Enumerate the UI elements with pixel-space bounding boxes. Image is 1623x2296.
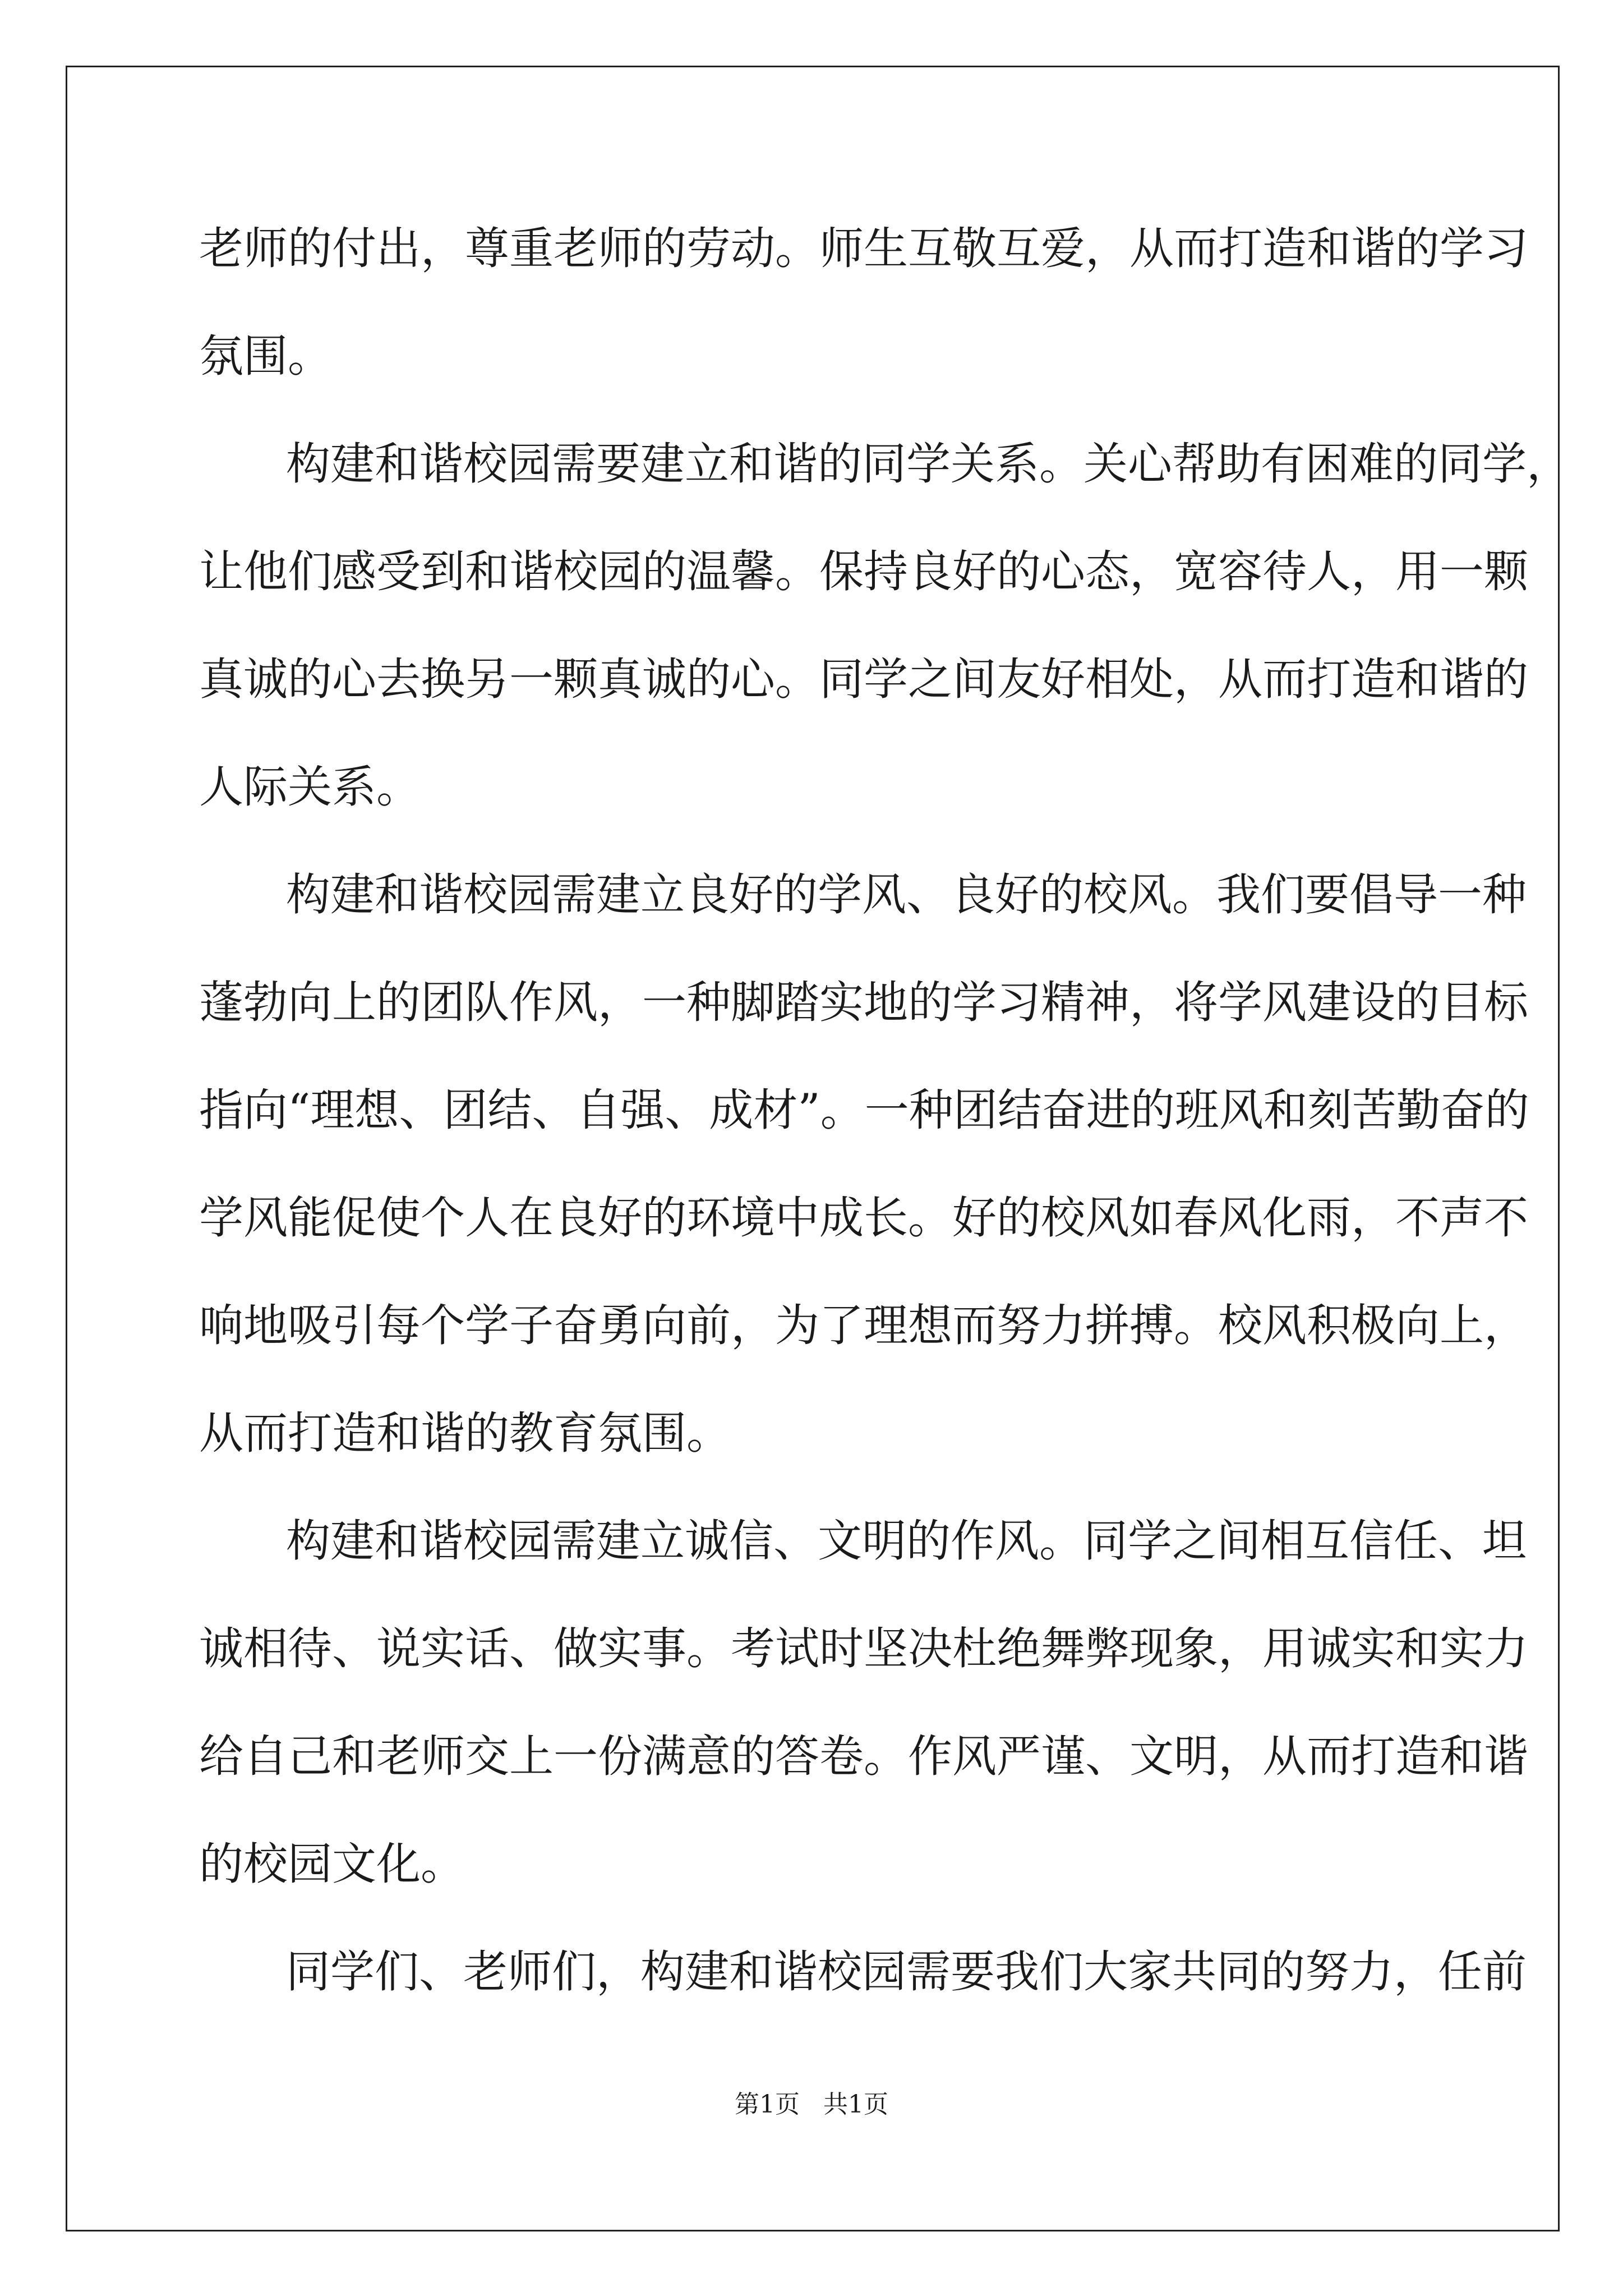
text-line: 的校园文化。 <box>199 1838 465 1890</box>
text-line: 构建和谐校园需建立良好的学风、良好的校风。我们要倡导一种 <box>286 869 1527 921</box>
page-footer: 第1页 共1页 <box>735 2090 888 2119</box>
text-line: 给自己和老师交上一份满意的答卷。作风严谨、文明，从而打造和谐 <box>199 1731 1528 1782</box>
text-line: 让他们感受到和谐校园的温馨。保持良好的心态，宽容待人，用一颗 <box>199 546 1528 597</box>
text-line: 构建和谐校园需建立诚信、文明的作风。同学之间相互信任、坦 <box>286 1515 1527 1567</box>
text-line: 构建和谐校园需要建立和谐的同学关系。关心帮助有困难的同学， <box>286 438 1571 490</box>
text-line: 同学们、老师们，构建和谐校园需要我们大家共同的努力，任前 <box>286 1946 1527 1998</box>
text-line: 诚相待、说实话、做实事。考试时坚决杜绝舞弊现象，用诚实和实力 <box>199 1623 1528 1674</box>
text-line: 学风能促使个人在良好的环境中成长。好的校风如春风化雨，不声不 <box>199 1192 1528 1244</box>
text-line: 蓬勃向上的团队作风，一种脚踏实地的学习精神，将学风建设的目标 <box>199 977 1528 1028</box>
document-body <box>199 209 1571 2040</box>
text-line: 真诚的心去换另一颗真诚的心。同学之间友好相处，从而打造和谐的 <box>199 654 1528 705</box>
text-line: 响地吸引每个学子奋勇向前，为了理想而努力拼搏。校风积极向上， <box>199 1300 1528 1351</box>
text-line: 指向“理想、团结、自强、成材”。一种团结奋进的班风和刻苦勤奋的 <box>199 1084 1529 1136</box>
text-line: 氛围。 <box>199 330 332 382</box>
text-line: 人际关系。 <box>199 761 421 813</box>
text-line: 老师的付出，尊重老师的劳动。师生互敬互爱，从而打造和谐的学习 <box>199 223 1528 274</box>
text-line: 从而打造和谐的教育氛围。 <box>199 1407 731 1459</box>
